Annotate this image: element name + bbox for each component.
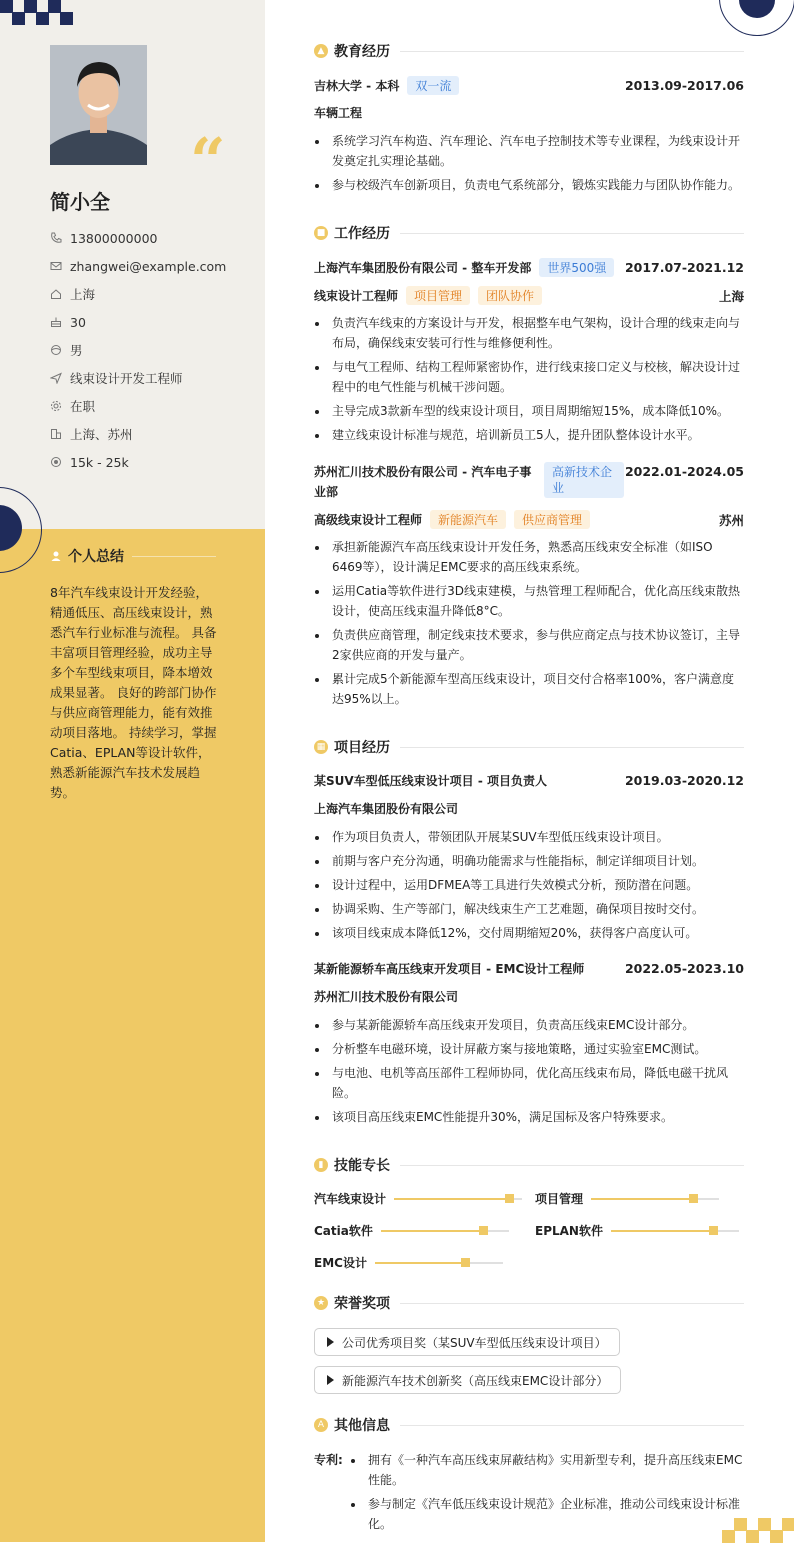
summary-text: 8年汽车线束设计开发经验，精通低压、高压线束设计，熟悉汽车行业标准与流程。 具备丰富项目管理经验，成功主导多个车型线束项目，降本增效成果显著。 良好的跨部门协作与供应商管理能力，能有效推动项目落地。 持续学习，掌握Catia、EPLAN等设计软件，熟悉新能源汽车技术发展趋势。 — [50, 585, 217, 800]
user-icon — [50, 547, 62, 566]
job-1-role-row — [314, 286, 744, 305]
education-bullets — [314, 131, 744, 199]
list-item: 主导完成3款新车型的线束设计项目，项目周期缩短15%，成本降低10%。 — [314, 401, 744, 421]
skill-name: 汽车线束设计 — [314, 1192, 387, 1206]
skill-bar-fill — [375, 1262, 465, 1264]
job-target-value: 线束设计开发工程师 — [70, 371, 183, 386]
gender-value: 男 — [70, 343, 83, 358]
other-heading — [314, 1415, 744, 1435]
summary-heading — [50, 546, 216, 566]
job-2-tag: 供应商管理 — [514, 510, 590, 529]
age-value: 30 — [70, 314, 86, 330]
list-item: 系统学习汽车构造、汽车理论、汽车电子控制技术等专业课程，为线束设计开发奠定扎实理论基础。 — [314, 131, 744, 171]
send-icon — [50, 372, 70, 384]
skill-item — [535, 1222, 739, 1239]
project-2-date: 2022.05-2023.10 — [624, 961, 744, 976]
project-1-name: 某SUV车型低压线束设计项目 - 项目负责人 — [314, 774, 548, 788]
awards-title: 荣誉奖项 — [334, 1296, 390, 1312]
patent-label: 专利: — [314, 1453, 343, 1467]
projects-heading — [314, 737, 744, 757]
info-location — [50, 280, 226, 308]
coin-icon — [50, 456, 70, 468]
skill-bar-fill — [381, 1230, 483, 1232]
email-value: zhangwei@example.com — [70, 258, 227, 274]
info-phone — [50, 224, 226, 252]
trophy-icon: ★ — [314, 1296, 328, 1310]
list-item: 与电气工程师、结构工程师紧密协作，进行线束接口定义与校核，解决设计过程中的电气性能与机械干涉问题。 — [314, 357, 744, 397]
project-2-row — [314, 960, 744, 977]
skill-bar-knob — [479, 1226, 488, 1235]
info-target-city — [50, 420, 226, 448]
skill-bar-knob — [709, 1226, 718, 1235]
work-heading — [314, 223, 744, 243]
skill-bar-knob — [461, 1258, 470, 1267]
info-email — [50, 252, 226, 280]
projects-title: 项目经历 — [334, 740, 390, 756]
project-2-company: 苏州汇川技术股份有限公司 — [314, 990, 459, 1004]
list-item: 参与某新能源轿车高压线束开发项目，负责高压线束EMC设计部分。 — [314, 1015, 744, 1035]
status-value: 在职 — [70, 399, 96, 414]
skill-bar — [611, 1230, 739, 1232]
major-row — [314, 104, 744, 121]
job-1-date: 2017.07-2021.12 — [624, 260, 744, 275]
job-1-tag: 团队协作 — [478, 286, 542, 305]
mail-icon — [50, 260, 70, 272]
projects-divider — [400, 747, 744, 748]
list-item: 拥有《一种汽车高压线束屏蔽结构》实用新型专利，提升高压线束EMC性能。 — [350, 1450, 744, 1490]
avatar — [50, 45, 147, 165]
list-item: 负责汽车线束的方案设计与开发，根据整车电气架构，设计合理的线束走向与布局，确保线束安装可行性与维修便利性。 — [314, 313, 744, 353]
list-item: 负责供应商管理，制定线束技术要求，参与供应商定点与技术协议签订，主导2家供应商的开发与量产。 — [314, 625, 744, 665]
target-city-value: 上海、苏州 — [70, 427, 133, 442]
job-2-tag: 新能源汽车 — [430, 510, 506, 529]
skill-bar-fill — [611, 1230, 713, 1232]
education-row — [314, 76, 744, 95]
job-2-city: 苏州 — [718, 512, 744, 528]
education-title: 教育经历 — [334, 44, 390, 60]
skill-item — [314, 1190, 522, 1207]
info-status — [50, 392, 226, 420]
gender-icon — [50, 344, 70, 356]
list-item: 该项目高压线束EMC性能提升30%，满足国标及客户特殊要求。 — [314, 1107, 744, 1127]
project-1-bullets — [314, 827, 744, 947]
job-1-tag: 项目管理 — [406, 286, 470, 305]
summary-divider — [132, 556, 216, 557]
project-1-row — [314, 772, 744, 789]
major: 车辆工程 — [314, 106, 363, 120]
caret-right-icon — [327, 1337, 334, 1347]
award-item[interactable] — [314, 1366, 621, 1394]
awards-divider — [400, 1303, 744, 1304]
job-2-bullets — [314, 537, 744, 713]
location-value: 上海 — [70, 287, 96, 302]
skills-divider — [400, 1165, 744, 1166]
gear-icon — [50, 400, 70, 412]
list-item: 设计过程中，运用DFMEA等工具进行失效模式分析，预防潜在问题。 — [314, 875, 744, 895]
checker-decoration-top-left — [0, 0, 75, 26]
skill-item — [535, 1190, 719, 1207]
list-item: 协调采购、生产等部门，解决线束生产工艺难题，确保项目按时交付。 — [314, 899, 744, 919]
job-2-company: 苏州汇川技术股份有限公司 - 汽车电子事业部 — [314, 465, 532, 499]
job-2-role: 高级线束设计工程师 — [314, 513, 423, 527]
list-item: 运用Catia等软件进行3D线束建模，与热管理工程师配合，优化高压线束散热设计，使高压线束温升降低8°C。 — [314, 581, 744, 621]
briefcase-icon: ■ — [314, 226, 328, 240]
info-job-target — [50, 364, 226, 392]
list-item: 作为项目负责人，带领团队开展某SUV车型低压线束设计项目。 — [314, 827, 744, 847]
grid-icon: ▦ — [314, 740, 328, 754]
job-2-row — [314, 462, 744, 502]
list-item: 累计完成5个新能源车型高压线束设计，项目交付合格率100%，客户满意度达95%以上。 — [314, 669, 744, 709]
list-item: 承担新能源汽车高压线束设计开发任务，熟悉高压线束安全标准（如ISO 6469等），设计满足EMC要求的高压线束系统。 — [314, 537, 744, 577]
education-date: 2013.09-2017.06 — [624, 78, 744, 93]
skill-name: 项目管理 — [535, 1192, 584, 1206]
skill-bar-fill — [591, 1198, 693, 1200]
skill-bar — [381, 1230, 509, 1232]
job-2-date: 2022.01-2024.05 — [624, 464, 744, 479]
cake-icon — [50, 316, 70, 328]
job-1-city: 上海 — [718, 288, 744, 304]
project-1-date: 2019.03-2020.12 — [624, 773, 744, 788]
education-heading — [314, 41, 744, 61]
list-item: 分析整车电磁环境，设计屏蔽方案与接地策略，通过实验室EMC测试。 — [314, 1039, 744, 1059]
skill-bar — [394, 1198, 522, 1200]
skills-heading — [314, 1155, 744, 1175]
project-1-company-row — [314, 800, 744, 817]
skill-name: EPLAN软件 — [535, 1224, 603, 1238]
patent-list — [350, 1450, 744, 1538]
skill-name: EMC设计 — [314, 1256, 367, 1270]
skill-bar-knob — [689, 1194, 698, 1203]
skill-bar — [375, 1262, 503, 1264]
quote-mark-icon: “ — [190, 124, 226, 197]
job-1-company: 上海汽车集团股份有限公司 - 整车开发部 — [314, 261, 532, 275]
job-2-role-row — [314, 510, 744, 529]
project-1-company: 上海汽车集团股份有限公司 — [314, 802, 459, 816]
job-1-company-tag: 世界500强 — [539, 258, 614, 277]
award-item[interactable] — [314, 1328, 620, 1356]
list-item: 参与制定《汽车低压线束设计规范》企业标准，推动公司线束设计标准化。 — [350, 1494, 744, 1534]
skill-bar-knob — [505, 1194, 514, 1203]
award-label: 公司优秀项目奖（某SUV车型低压线束设计项目） — [342, 1335, 607, 1350]
work-divider — [400, 233, 744, 234]
award-label: 新能源汽车技术创新奖（高压线束EMC设计部分） — [342, 1373, 609, 1388]
building-icon — [50, 428, 70, 440]
project-2-bullets — [314, 1015, 744, 1131]
education-divider — [400, 51, 744, 52]
school-tag: 双一流 — [407, 76, 459, 95]
graduation-cap-icon: ▲ — [314, 44, 328, 58]
info-gender — [50, 336, 226, 364]
job-1-row — [314, 258, 744, 277]
skill-bar-fill — [394, 1198, 509, 1200]
list-item: 参与校级汽车创新项目，负责电气系统部分，锻炼实践能力与团队协作能力。 — [314, 175, 744, 195]
phone-value: 13800000000 — [70, 230, 158, 246]
caret-right-icon — [327, 1375, 334, 1385]
skills-title: 技能专长 — [334, 1158, 390, 1174]
list-item: 建立线束设计标准与规范，培训新员工5人，提升团队整体设计水平。 — [314, 425, 744, 445]
work-title: 工作经历 — [334, 226, 390, 242]
salary-value: 15k - 25k — [70, 454, 129, 470]
project-2-company-row — [314, 988, 744, 1005]
skill-bar — [591, 1198, 719, 1200]
chart-icon: ▮ — [314, 1158, 328, 1172]
phone-icon — [50, 232, 70, 244]
awards-heading — [314, 1293, 744, 1313]
profile-name: 简小全 — [50, 190, 110, 214]
job-2-company-tag: 高新技术企业 — [544, 462, 624, 498]
list-item: 该项目线束成本降低12%，交付周期缩短20%，获得客户高度认可。 — [314, 923, 744, 943]
contact-info-list — [50, 224, 226, 476]
info-age — [50, 308, 226, 336]
list-item: 与电池、电机等高压部件工程师协同，优化高压线束布局，降低电磁干扰风险。 — [314, 1063, 744, 1103]
skill-item — [314, 1254, 503, 1271]
other-title: 其他信息 — [334, 1418, 390, 1434]
skill-item — [314, 1222, 509, 1239]
home-icon — [50, 288, 70, 300]
job-1-bullets — [314, 313, 744, 449]
job-1-role: 线束设计工程师 — [314, 289, 399, 303]
list-item: 前期与客户充分沟通，明确功能需求与性能指标，制定详细项目计划。 — [314, 851, 744, 871]
project-2-name: 某新能源轿车高压线束开发项目 - EMC设计工程师 — [314, 962, 585, 976]
school-name: 吉林大学 - 本科 — [314, 79, 400, 93]
info-salary — [50, 448, 226, 476]
other-divider — [400, 1425, 744, 1426]
skill-name: Catia软件 — [314, 1224, 373, 1238]
info-icon: A — [314, 1418, 328, 1432]
summary-title: 个人总结 — [68, 549, 124, 565]
